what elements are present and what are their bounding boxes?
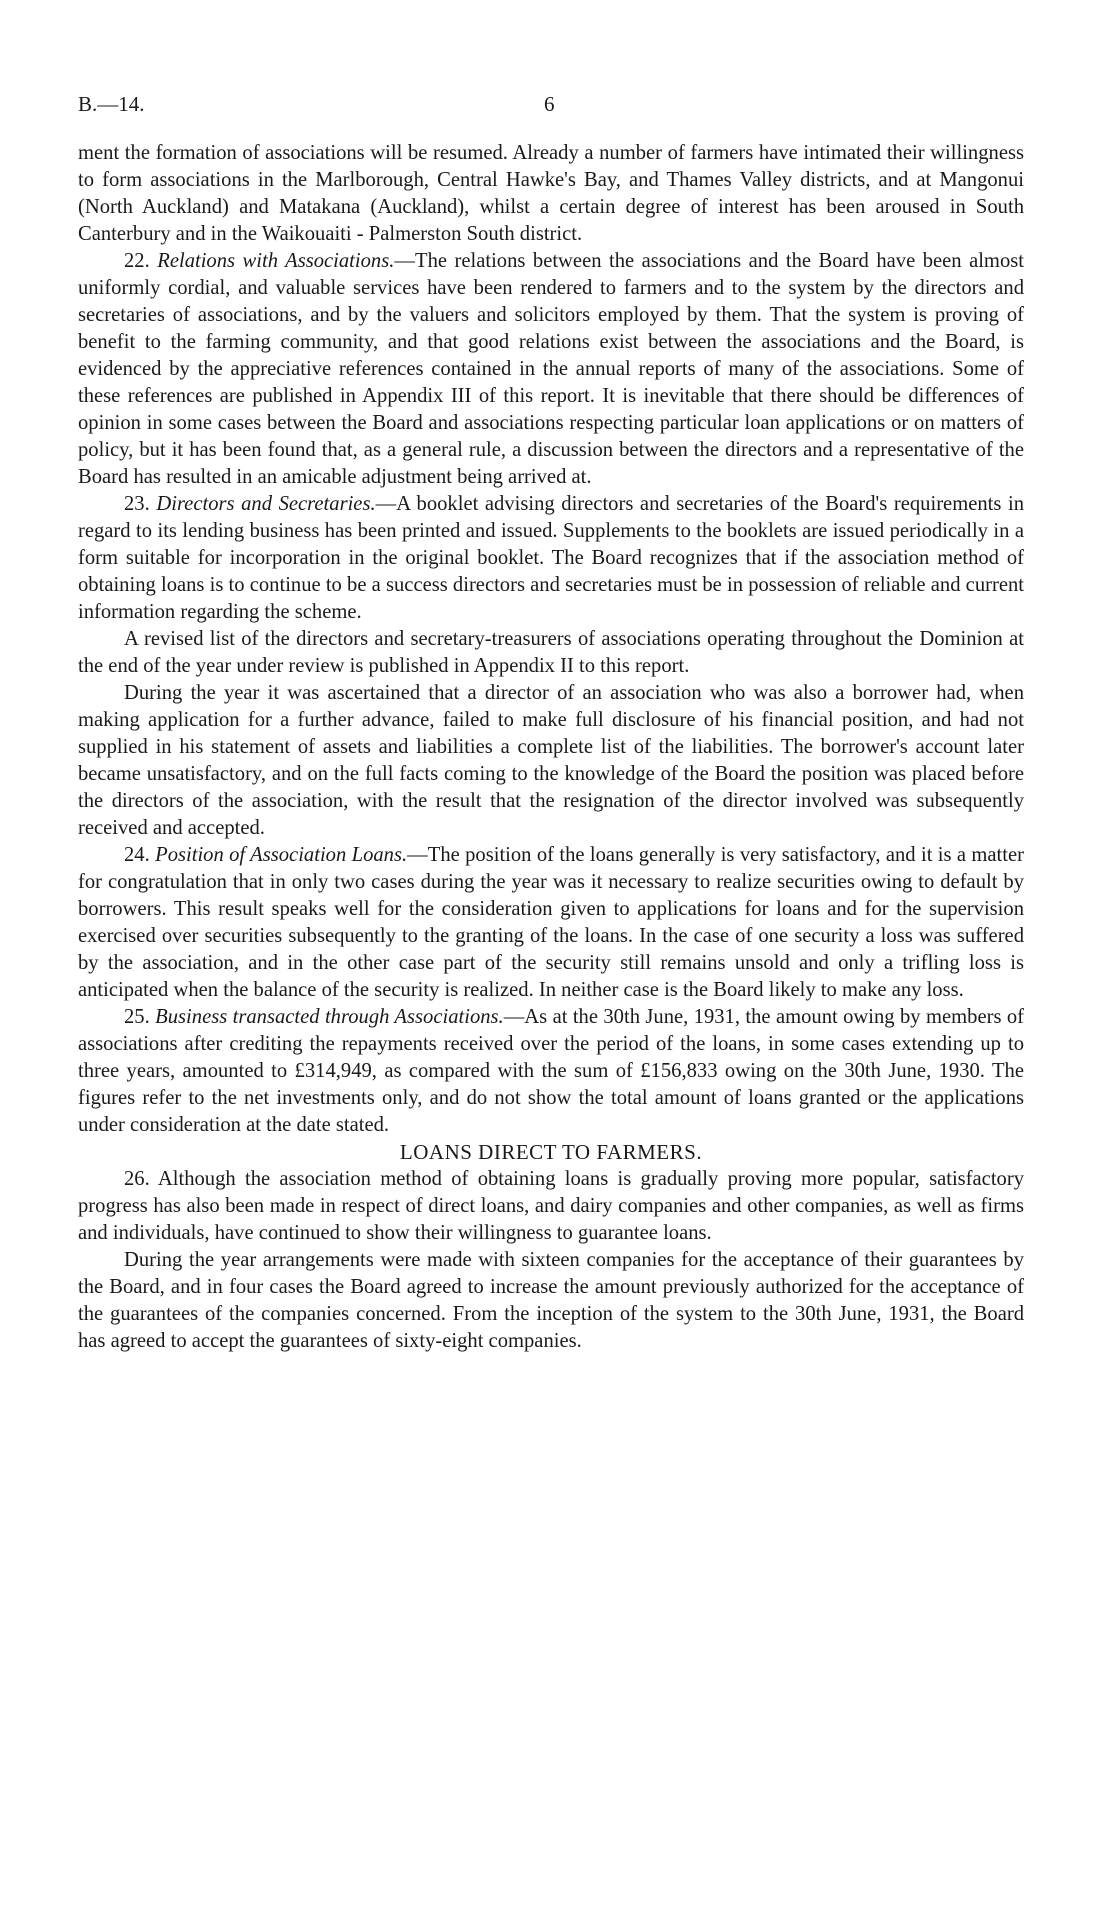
- body-text: [78, 140, 1024, 1355]
- document-code: B.—14.: [78, 92, 145, 116]
- paragraph-25-text: —As at the 30th June, 1931, the amount owing by members of associations after crediting the repayments received over the period of the loans, in some cases extending up to three years, amounted to £314,949, as compared with the sum of £156,833 owing on the 30th June, 1930. The figures refer to the net investments only, and do not show the total amount of loans granted or the applications under consideration at the date stated.: [78, 1006, 1025, 1136]
- paragraph-22-number: 22.: [124, 250, 150, 272]
- paragraph-23-number: 23.: [124, 493, 150, 515]
- paragraph-21-continued: ment the formation of associations will be resumed. Already a number of farmers have intimated their willingness to form associations in the Marlborough, Central Hawke's Bay, and Thames Valley districts, and at Mangonui (North Auckland) and Matakana (Auckland), whilst a certain degree of interest has been aroused in South Canterbury and in the Waikouaiti - Palmerston South district.: [78, 142, 1024, 245]
- paragraph-25: [78, 1004, 1024, 1139]
- paragraph-23: [78, 491, 1024, 626]
- paragraph-26-b: During the year arrangements were made with sixteen companies for the acceptance of their guarantees by the Board, and in four cases the Board agreed to increase the amount previously authorized for the acceptance of the guarantees of the companies concerned. From the inception of the system to the 30th June, 1931, the Board has agreed to accept the guarantees of sixty-eight companies.: [78, 1249, 1024, 1352]
- paragraph-25-number: 25.: [124, 1006, 150, 1028]
- paragraph-22-text: —The relations between the associations and the Board have been almost uniformly cordial, and valuable services have been rendered to farmers and to the system by the directors and secretaries of associations, and by the valuers and solicitors employed by them. That the system is proving of benefit to the farming community, and that good relations exist between the associations and the Board, is evidenced by the appreciative references contained in the annual reports of many of the associations. Some of these references are published in Appendix III of this report. It is inevitable that there should be differences of opinion in some cases between the Board and associations respecting particular loan applications or on matters of policy, but it has been found that, as a general rule, a discussion between the directors and a representative of the Board has resulted in an amicable adjustment being arrived at.: [78, 250, 1024, 488]
- paragraph-26: 26. Although the association method of obtaining loans is gradually proving more popular, satisfactory progress has also been made in respect of direct loans, and dairy companies and other companies, as well as firms and individuals, have continued to show their willingness to guarantee loans.: [78, 1168, 1024, 1244]
- paragraph-23-text: —A booklet advising directors and secretaries of the Board's requirements in regard to its lending business has been printed and issued. Supplements to the booklets are issued periodically in a form suitable for incorporation in the original booklet. The Board recognizes that if the association method of obtaining loans is to continue to be a success directors and secretaries must be in possession of reliable and current information regarding the scheme.: [78, 493, 1024, 623]
- paragraph-22: [78, 248, 1024, 491]
- section-heading: LOANS DIRECT TO FARMERS.: [399, 1140, 703, 1164]
- paragraph-23-c: During the year it was ascertained that a director of an association who was also a borrower had, when making application for a further advance, failed to make full disclosure of his financial position, and had not supplied in his statement of assets and liabilities a complete list of the liabilities. The borrower's account later became unsatisfactory, and on the full facts coming to the knowledge of the Board the position was placed before the directors of the association, with the result that the resignation of the director involved was subsequently received and accepted.: [78, 682, 1024, 839]
- page-number: 6: [544, 92, 555, 116]
- paragraph-25-title: Business transacted through Associations.: [155, 1006, 504, 1028]
- paragraph-24: [78, 842, 1024, 1004]
- paragraph-23-b: A revised list of the directors and secretary-treasurers of associations operating throughout the Dominion at the end of the year under review is published in Appendix II to this report.: [78, 628, 1024, 677]
- paragraph-24-text: —The position of the loans generally is very satisfactory, and it is a matter for congratulation that in only two cases during the year was it necessary to realize securities owing to default by borrowers. This result speaks well for the consideration given to applications for loans and for the supervision exercised over securities subsequently to the granting of the loans. In the case of one security a loss was suffered by the association, and in the other case part of the security still remains unsold and only a trifling loss is anticipated when the balance of the security is realized. In neither case is the Board likely to make any loss.: [78, 844, 1024, 1001]
- paragraph-22-title: Relations with Associations.: [157, 250, 395, 272]
- paragraph-24-title: Position of Association Loans.: [155, 844, 408, 866]
- paragraph-23-title: Directors and Secretaries.: [156, 493, 376, 515]
- paragraph-24-number: 24.: [124, 844, 150, 866]
- page-header: [78, 92, 1036, 122]
